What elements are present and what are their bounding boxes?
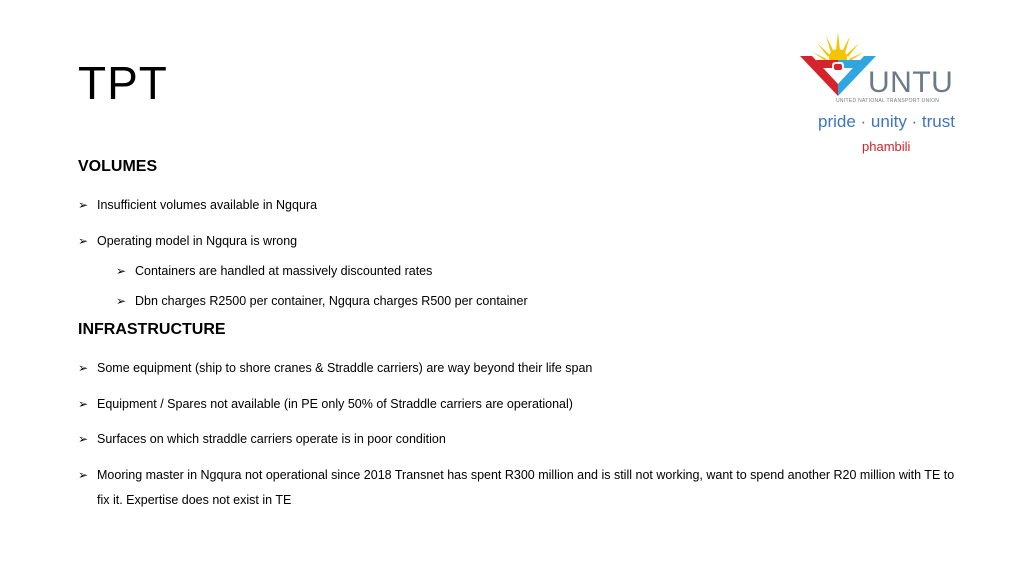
untu-emblem-icon	[798, 28, 878, 98]
arrow-bullet-icon: ➢	[78, 468, 89, 482]
bullet-text: Equipment / Spares not available (in PE only 50% of Straddle carriers are operational)	[97, 397, 573, 411]
bullet-item	[78, 392, 967, 417]
sub-bullet-text: Containers are handled at massively discounted rates	[135, 264, 433, 278]
section-heading-infrastructure: INFRASTRUCTURE	[78, 321, 226, 338]
logo-tagline-secondary: phambili	[862, 139, 911, 154]
bullet-text: Some equipment (ship to shore cranes & Straddle carriers) are way beyond their life span	[97, 361, 593, 375]
logo-tagline: pride · unity · trust	[818, 112, 955, 131]
sub-bullet-item	[116, 289, 1005, 314]
arrow-bullet-icon: ➢	[116, 264, 127, 278]
bullet-text: Surfaces on which straddle carriers operate is in poor condition	[97, 432, 446, 446]
logo-brand: UNTU	[868, 66, 954, 99]
section-heading-volumes: VOLUMES	[78, 158, 158, 175]
bullet-item	[78, 427, 967, 452]
arrow-bullet-icon: ➢	[78, 361, 89, 375]
arrow-bullet-icon: ➢	[78, 432, 89, 446]
arrow-bullet-icon: ➢	[78, 234, 89, 248]
sub-bullet-item	[116, 259, 1005, 284]
slide-title: TPT	[78, 57, 168, 109]
bullet-item	[78, 463, 967, 513]
arrow-bullet-icon: ➢	[78, 397, 89, 411]
bullet-text: Insufficient volumes available in Ngqura	[97, 198, 318, 212]
arrow-bullet-icon: ➢	[116, 294, 127, 308]
bullet-item	[78, 193, 967, 218]
bullet-text: Mooring master in Ngqura not operational since 2018 Transnet has spent R300 million and is still not working, want to spend another R20 million with TE to fix it. Expertise does not exist in TE	[97, 468, 955, 507]
logo-brand-full: UNITED NATIONAL TRANSPORT UNION	[836, 98, 940, 104]
bullet-text: Operating model in Ngqura is wrong	[97, 234, 298, 248]
bullet-item	[78, 356, 967, 381]
sub-bullet-text: Dbn charges R2500 per container, Ngqura charges R500 per container	[135, 294, 528, 308]
arrow-bullet-icon: ➢	[78, 198, 89, 212]
bullet-item	[78, 229, 967, 254]
